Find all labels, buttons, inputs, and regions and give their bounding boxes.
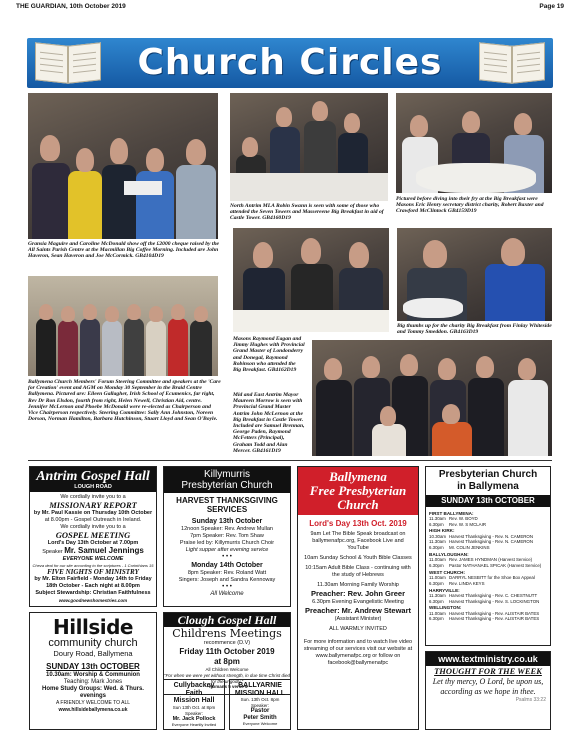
clough-sub: Childrens Meetings [172,627,282,640]
cully-name1: Cullybackey [173,682,215,689]
clough-time: at 8pm [214,657,240,666]
cully-name3: Mission Hall [173,697,215,704]
pcib-service-time: 6.30pm [429,521,444,527]
antrim-welcome: EVERYONE WELCOME [62,556,124,562]
caption-provincial-grand-master: Masons Raymond Eagan and Jimmy Hughes with Provincial Grand Master of Londonderry and Donegal, Raymond Robinson who attended the Big Breakfast. GB4162D19 [233,336,305,374]
caption-masons-diving: Pictured before diving into their fry at the Big Breakfast were Masons Eric Henry secretary district charity, Robert Baxter and Crawford McClintock GB4159D19 [396,196,544,215]
pcib-group-head: FIRST BALLYMENA: [429,510,474,516]
antrim-gospel-time: Lord's Day 13th October at 7.00pm [47,540,139,546]
clough-welcome: All Children Welcome [205,667,249,672]
antrim-invite: We cordially invite you to a [60,494,126,500]
clough-quote: "For when we were yet without strength, in due time Christ died for the ungodly." [164,673,290,684]
clough-rec: recommence (D.V) [203,640,251,646]
bally-name2: MISSION HALL [234,689,286,697]
bfp-l9: ALL WARMLY INVITED [329,626,387,632]
hillside-name: Hillside [53,615,133,639]
pcib-group-head: WEST CHURCH: [429,569,465,575]
pcib-service-desc: Harvest Thanksgiving - Rev. S. LOCKINGTON [449,598,540,604]
killy-sun: Sunday 13th October [191,518,263,525]
caption-church-forum: Ballymena Church Members' Forum Steering Committee and speakers at the 'Care for Creation' event and AGM on Monday 30 September in the Braid Centre Ballymena. Pictured are: Eileen Gallagher, Irish School of Ecumenics, far right, Rev Dr Ron Elsdon, fourth from right, Helen Newell, Christian Aid, centre. Jennifer McLernon and Phoebe McDonald were re-elected as Chairperson and Vice Chairperson respectively. Steering Committee: Sally Ann Johnston, Noreen Dorson, Norman Hamilton, Barbara Hutchinson, Stuart Lloyd and Sean O'Boyle. [28,379,221,423]
pcib-name1: Presbyterian Church [438,469,538,480]
pcib-group-head: HARRYVILLE: [429,587,460,593]
pcib-service-time: 11.30am [429,539,446,545]
antrim-invite2: We cordially invite you to a [60,524,126,530]
pcib-group-head: WELLINGTON: [429,605,462,611]
section-divider [28,460,552,461]
bfp-l6: 6.30pm Evening Evangelistic Meeting [312,599,404,605]
pcib-service-row [429,616,547,621]
pcib-service-desc: Harvest Thanksgiving - Rev. C. CHESTNUTT [449,593,538,599]
antrim-five-head: FIVE NIGHTS OF MINISTRY [47,568,139,576]
textministry-text: Let thy mercy, O Lord, be upon us, according as we hope in thee. [432,677,544,696]
bally-speaker-label: Speaker: [250,703,269,708]
pcib-group-head: BALLYLOUGHAN: [429,551,469,557]
hillside-l2: Teaching: Mark Jones [63,679,123,685]
bfp-l8: (Assistant Minister) [334,616,382,622]
pcib-group-head: HIGH KIRK: [429,528,455,534]
bfp-l4: 11.30am Morning Family Worship [317,582,399,588]
pcib-service-time: 11.00am [429,575,446,581]
photo-robin-swann-breakfast [230,93,388,201]
ad-text-ministry [425,651,551,730]
ad-ballymena-free-presbyterian [297,466,419,730]
antrim-nursery: Cheza deal for our site according to the scriptures - 1 Corinthians 15 [32,563,154,568]
clough-ref: - Romans 5 verse 6 [206,684,248,689]
pcib-service-time: 6.30pm [429,598,444,604]
pcib-service-desc: Pastor NATHANAEL SPICAK (Harvest Service) [449,562,542,568]
ad-cullybackey [163,679,225,730]
bally-name1: BALLYARNIE [238,682,282,689]
pcib-service-time: 6.30pm [429,580,444,586]
hillside-l3: Home Study Groups: Wed. & Thurs. evenings [42,686,144,699]
bfp-l2: 10am Sunday School & Youth Bible Classes [304,555,412,561]
bfp-date: Lord's Day 13th Oct. 2019 [309,519,407,528]
photo-masons-breakfast [396,93,552,193]
pcib-service-time: 11.00am [429,557,446,563]
ad-ballyarnie [229,679,291,730]
pcib-date: SUNDAY 13th OCTOBER [426,495,550,507]
antrim-report-by: by Mr. Paul Kassie on Thursday 10th October [33,510,153,516]
antrim-report-time: at 8.00pm - Gospel Outreach in Ireland. [44,517,142,523]
antrim-gospel-head: GOSPEL MEETING [55,530,131,540]
killy-name1: Killymurris [203,469,251,480]
cully-date: Sun 13th Oct. at 8pm [172,704,216,710]
bfp-name3: Church [337,497,379,512]
killy-name2: Presbyterian Church [181,480,273,491]
paper-date: THE GUARDIAN, 10th October 2019 [16,3,126,10]
cully-speaker: Mr. Jack Pollock [172,715,216,722]
pcib-service-time: 6.30pm [429,616,444,622]
photo-cheque-presentation [28,93,218,239]
antrim-five-by: by Mr. Elton Fairfield - Monday 14th to Friday [34,576,152,582]
ad-presbyterian-ballymena [425,466,551,646]
photo-church-forum [28,276,218,376]
page-header [16,3,564,15]
ad-antrim-gospel-hall [29,466,157,607]
pcib-service-desc: Harvest Thanksgiving - Rev. ALISTAIR BATES [449,616,540,622]
textministry-ref: Psalms 33:22 [515,697,546,703]
antrim-name: Antrim Gospel Hall [36,469,150,484]
pcib-service-time: 11.00am [429,611,446,617]
hillside-sub2: Doury Road, Ballymena [53,649,133,658]
pcib-service-desc: DARRYL NESBITT for the Shoe Box Appeal [449,575,535,581]
clough-name: Clough Gospel Hall [164,613,290,627]
cully-name2: Faith [185,689,203,697]
pcib-service-list [426,507,550,624]
hillside-date: SUNDAY 13th OCTOBER [46,662,140,671]
antrim-five-time: 18th October - Each night at 8.00pm [46,583,140,589]
pcib-service-row [429,522,547,527]
ad-hillside [29,612,157,730]
killy-sun-l2: 7pm Speaker: Rev. Tom Shaw [190,533,264,539]
killy-sun-l3: Praise led by: Killymurris Church Choir [179,540,275,546]
hillside-l1: 10.30am: Worship & Communion [46,672,140,678]
pcib-service-row [429,599,547,604]
killy-mon-l2: Singers: Joseph and Sandra Kennoway [178,577,276,583]
hillside-l4: A FRIENDLY WELCOME TO ALL [55,700,131,706]
caption-thumbs-up: Big thumbs up for the charity Big Breakfast from Finlay Whiteside and Tommy Smeddon. GB4163D19 [397,323,552,336]
killy-sun-l1: 12noon Speaker: Rev. Andrew Mullan [181,526,273,532]
hillside-sub1: community church [48,637,138,649]
pcib-service-time: 10.30am [429,534,447,539]
photo-thumbs-up [397,228,552,321]
bfp-l1: 9am Let The Bible Speak broadcast on ballymenafpc.org, Facebook Live and YouTube [310,531,406,551]
bfp-l3: 10:15am Adult Bible Class - continuing with the study of Hebrews [305,565,411,578]
pcib-service-row [429,563,547,568]
bally-speaker2: Peter Smith [243,714,277,721]
pcib-service-time: 6.30pm [429,562,444,568]
antrim-web[interactable]: www.goodnewshomestries.com [58,598,128,603]
killy-welcome: All Welcome [210,591,244,597]
antrim-speaker-name: Mr. Samuel Jennings [64,546,144,555]
bfp-l7: Preacher: Mr. Andrew Stewart [304,606,411,615]
banner-title: Church Circles [137,42,443,83]
bally-speaker1: Pastor [250,708,270,714]
photo-mayor-big-breakfast [312,340,552,456]
pcib-service-desc: Rev. W. BOYD [449,516,478,522]
caption-mayor-morrow: Mid and East Antrim Mayor Maureen Morrow is seen with Provincial Grand Master Antrim John McLernon at the Big Breakfast in Castle Tower. Included are Samuel Brennan, George Paden, Raymond McFetters (Principal), Graham Todd and Alan Mercer. GB4161D19 [233,392,305,454]
pcib-service-time: 11.30am [429,516,446,522]
antrim-five-subject: Subject Stewardship: Christian Faithfulness [35,590,151,596]
killy-sun-l4: Light supper after evening service [185,547,269,553]
antrim-speaker-label: Speaker [42,549,63,555]
pcib-service-desc: Harvest Thanksgiving - Rev. ALISTAIR BATES [449,611,540,617]
killy-head: HARVEST THANKSGIVING SERVICES [176,496,278,514]
pcib-service-desc: Harvest Thanksgiving - Rev. N. CAMERON [449,534,534,539]
textministry-site[interactable]: www.textministry.co.uk [426,652,550,666]
pcib-service-desc: Rev. JAMES HYNDMAN (Harvest Service) [449,557,533,563]
killy-mon-l1: 8pm Speaker: Rev. Roland Watt [187,570,267,576]
pcib-service-time: 11.30am [429,593,446,599]
pcib-service-row [429,545,547,550]
bible-right-icon [479,44,545,82]
antrim-report-head: MISSIONARY REPORT [49,500,137,510]
ad-killymurris: Killymurris Presbyterian Church HARVEST THANKSGIVING SERVICES Sunday 13th October 12noon Speaker: Rev. Andrew Mullan 7pm Speaker: Rev. Tom Shaw Praise led by: Killymurris Church Choir Light supper after evening service • • • Monday 14th October 8pm Speaker: Rev. Roland Watt Singers: Joseph and Sandra Kennoway • • • All Welcome [163,466,291,607]
cully-welcome: Everyone Heartily Invited [171,721,217,727]
pcib-service-desc: Rev. LINDA KEYS [449,580,485,586]
pcib-service-desc: Rev. W. S MCLAIR [449,521,486,527]
bally-date: Sun. 13th Oct. 8pm [240,697,280,702]
pcib-service-time: 6.30pm [429,544,444,550]
pcib-service-row [429,581,547,586]
pcib-name2: in Ballymena [457,481,519,492]
bfp-name2: Free Presbyterian [309,483,407,498]
textministry-head: THOUGHT FOR THE WEEK [434,666,542,676]
cully-speaker-label: Speaker: [184,710,203,716]
photo-provincial-grand-master [233,228,389,332]
antrim-sub: LOUGH ROAD [74,484,112,490]
church-circles-banner [27,38,553,88]
bfp-name1: Ballymena [329,469,387,484]
caption-robin-swann: North Antrim MLA Robin Swann is seen with some of those who attended the Seven Towers and Massereene Big Breakfast in aid of Castle Tower. GB4160D19 [230,203,384,222]
killy-mon: Monday 14th October [191,562,263,569]
pcib-service-desc: Harvest Thanksgiving - Rev. N. CAMERON [449,539,534,545]
hillside-web[interactable]: www.hillsideballymena.co.uk [58,707,128,713]
page-number: Page 19 [539,3,564,10]
clough-date: Friday 11th October 2019 [179,647,275,656]
caption-cheque: Gransia Maguire and Caroline McDonald show off the £2000 cheque raised by the All Saints Parish Centre at the Macmillan Big Coffee Morning. Included are John Haveron, Sean Haveron and Joe McCormick. GB4104D19 [28,241,220,260]
bfp-l10: For more information and to watch live video streaming of our services visit our website at www.ballymenafpc.org or follow on facebook@ballymenafpc [303,639,413,666]
bally-welcome: Everyone Welcome [242,721,278,726]
pcib-service-desc: Mr. COLIN JENKINS [449,544,490,550]
bfp-l5: Preacher: Rev. John Greer [310,589,406,598]
